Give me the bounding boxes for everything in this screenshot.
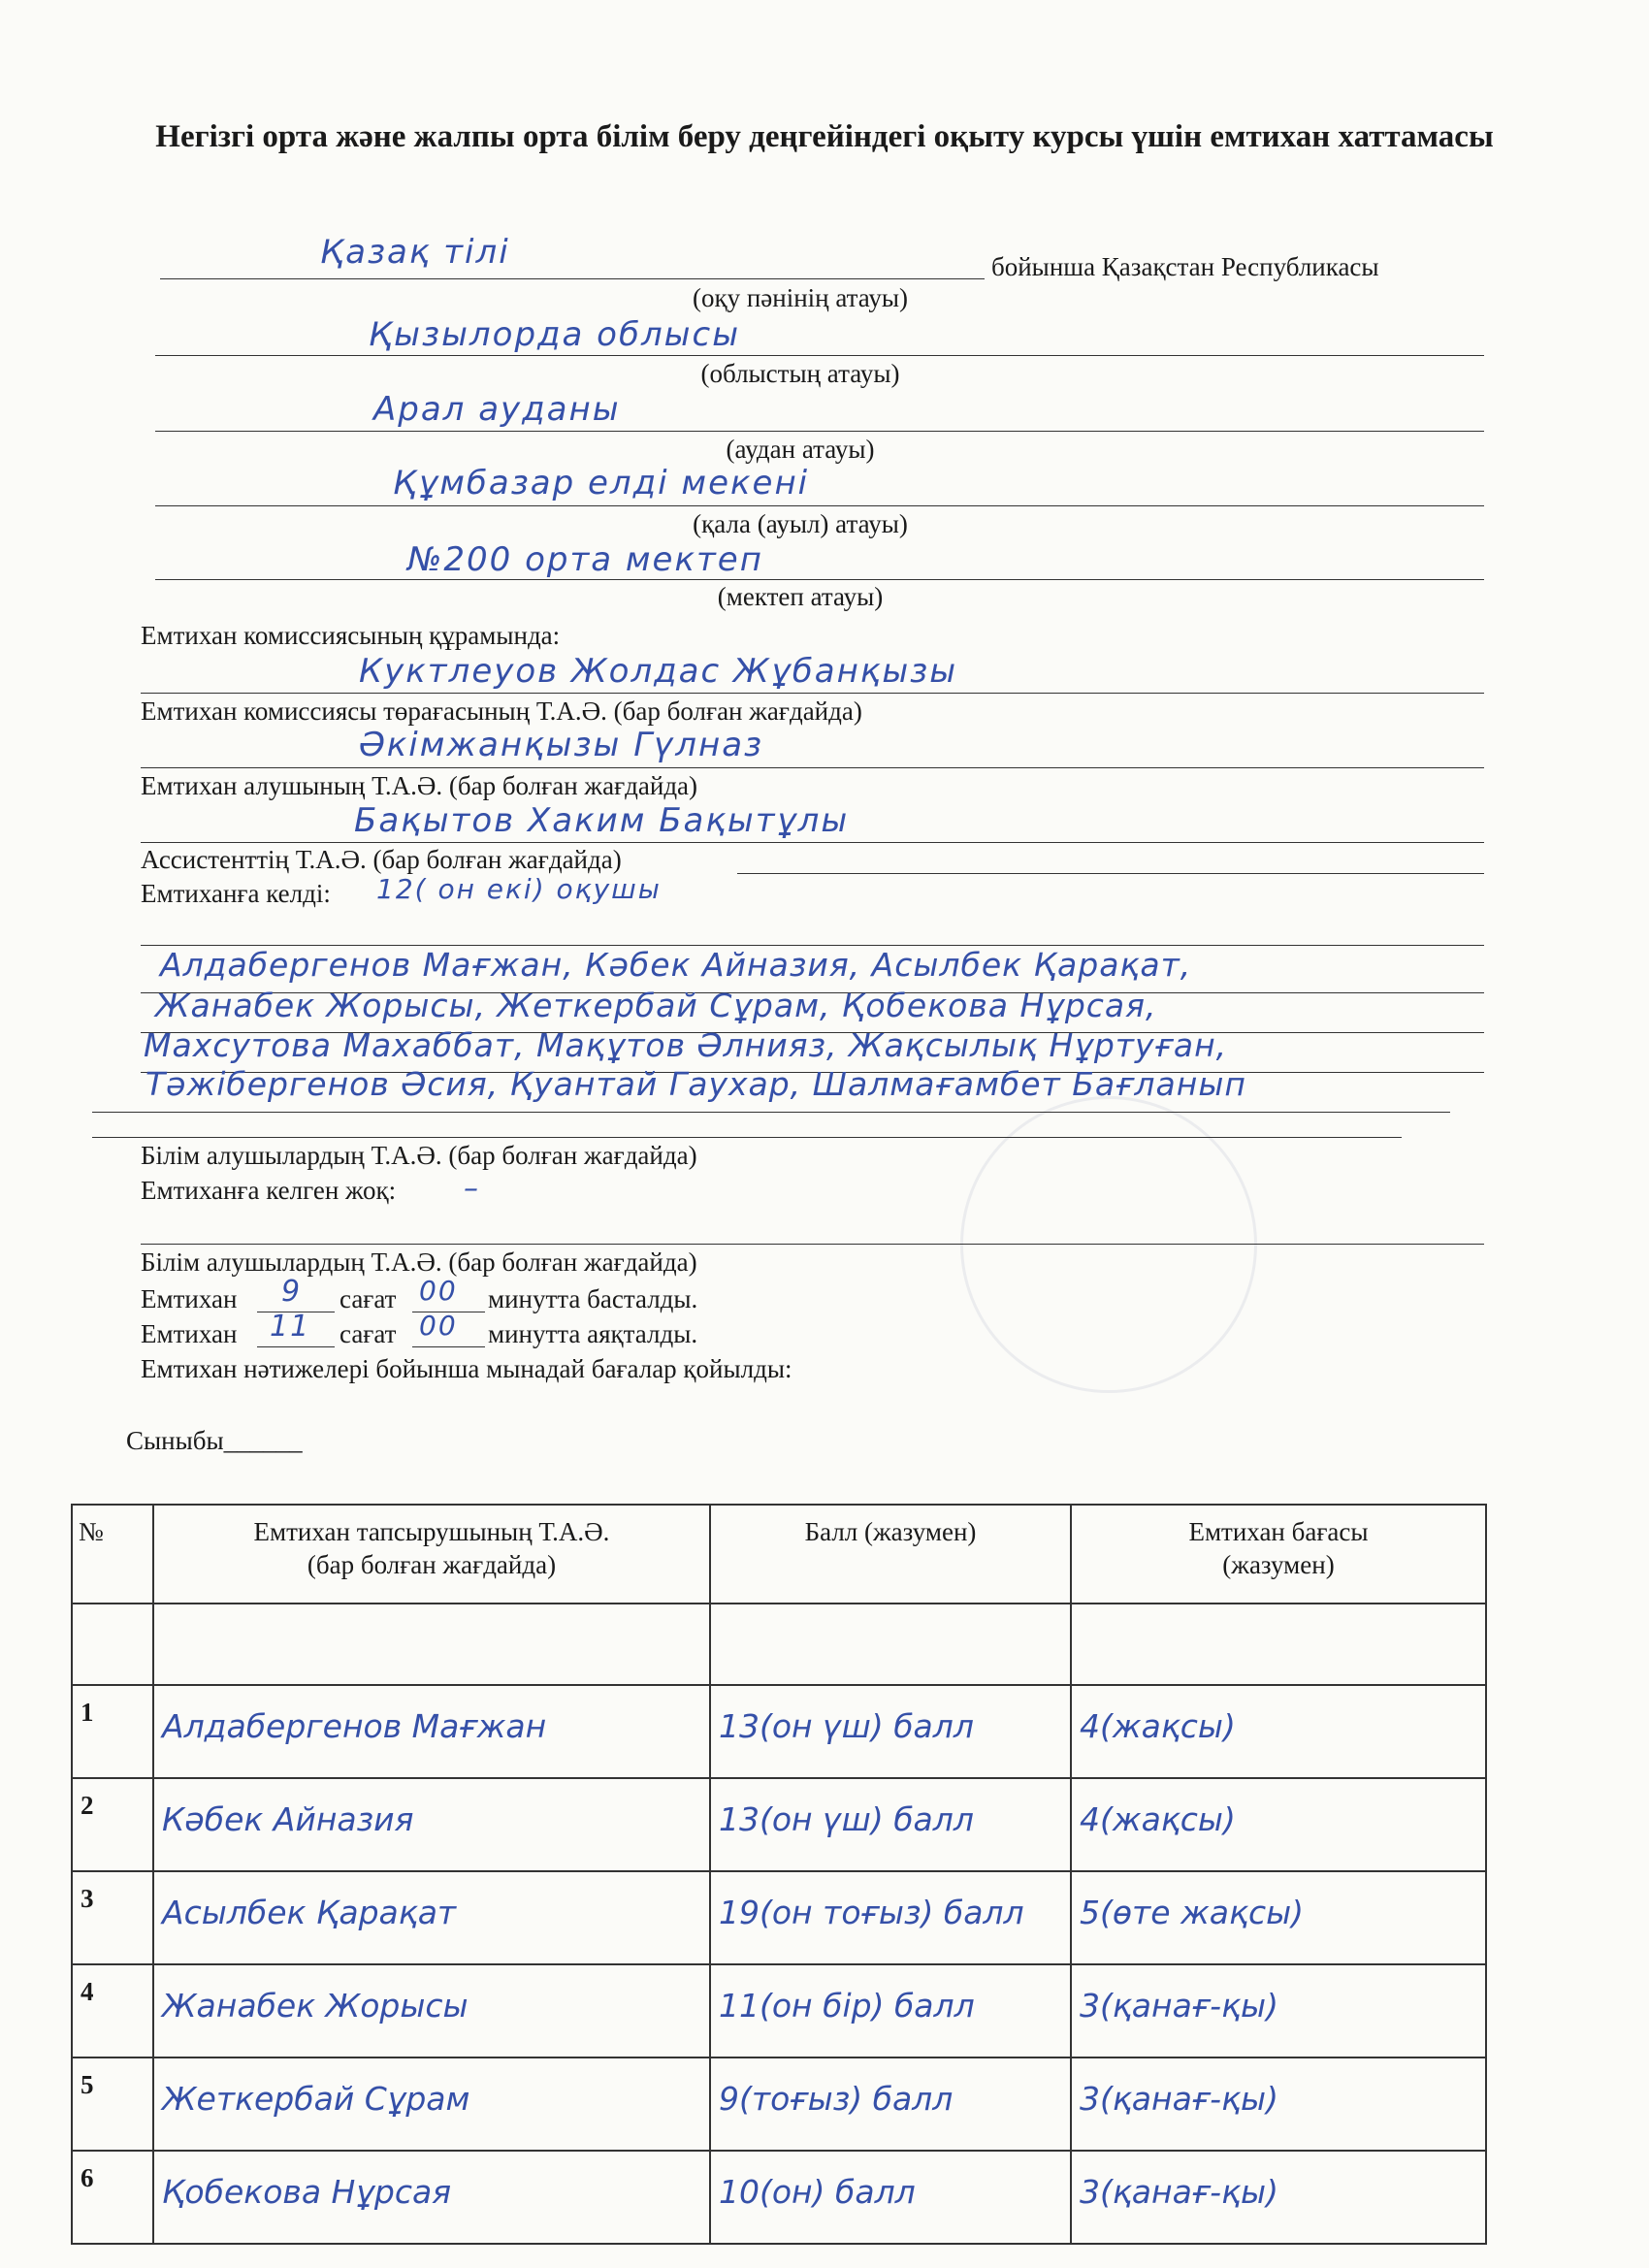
row-score: 9(тоғыз) балл <box>719 2080 954 2118</box>
faded-stamp <box>960 1096 1257 1393</box>
row-num: 3 <box>72 1871 153 1964</box>
row-num: 5 <box>72 2057 153 2151</box>
row-score: 10(он) балл <box>719 2173 916 2211</box>
students-rule-5 <box>92 1135 1402 1138</box>
start-hour: 9 <box>281 1275 303 1309</box>
absent-value: – <box>464 1172 480 1206</box>
row-num: 1 <box>72 1685 153 1778</box>
end-minute-line <box>412 1345 485 1347</box>
commission-value: Куктлеуов Жолдас Жұбанқызы <box>359 652 958 691</box>
row-grade-cell <box>1071 1685 1486 1778</box>
row-name-cell <box>153 1964 710 2057</box>
start-tail: минутта басталды. <box>488 1284 698 1313</box>
attended-label: Емтиханға келді: <box>141 879 331 908</box>
school-value: №200 орта мектеп <box>407 540 763 579</box>
subject-line <box>160 276 985 279</box>
empty-cell <box>72 1604 153 1685</box>
settlement-caption: (қала (ауыл) атауы) <box>693 509 908 538</box>
row-name-cell <box>153 1778 710 1871</box>
table-row-empty <box>72 1604 1486 1685</box>
subject-suffix: бойынша Қазақстан Республикасы <box>991 252 1379 281</box>
district-caption: (аудан атауы) <box>726 435 875 464</box>
attended-value: 12( он екі) оқушы <box>376 873 662 905</box>
end-word-exam: Емтихан <box>141 1319 238 1348</box>
students-fio-label-2: Білім алушылардың Т.А.Ә. (бар болған жағдайда) <box>141 1247 697 1277</box>
row-grade: 3(қанағ-қы) <box>1080 1987 1278 2025</box>
region-line <box>155 353 1484 356</box>
subject-caption: (оқу пәнінің атауы) <box>692 283 909 312</box>
row-grade-cell <box>1071 1871 1486 1964</box>
start-word-hour: сағат <box>340 1284 397 1313</box>
start-word-exam: Емтихан <box>141 1284 238 1313</box>
class-label: Сыныбы______ <box>126 1426 303 1455</box>
students-rule-4 <box>92 1110 1450 1113</box>
results-table <box>71 1504 1487 2245</box>
row-score-cell <box>710 1778 1071 1871</box>
row-score: 13(он үш) балл <box>719 1800 974 1838</box>
row-num: 6 <box>72 2151 153 2244</box>
row-name: Асылбек Қарақат <box>162 1894 457 1931</box>
row-score: 13(он үш) балл <box>719 1707 974 1745</box>
table-row <box>72 2151 1486 2244</box>
subject-value: Қазақ тілі <box>320 233 510 272</box>
row-grade: 4(жақсы) <box>1080 1707 1236 1745</box>
row-grade-cell <box>1071 1964 1486 2057</box>
absent-line <box>141 1242 1484 1245</box>
row-name-cell <box>153 2057 710 2151</box>
table-header-row <box>72 1505 1486 1604</box>
settlement-line <box>155 503 1484 506</box>
row-grade-cell <box>1071 1778 1486 1871</box>
students-line-4: Тәжібергенов Әсия, Қуантай Гаухар, Шалмағамбет Бағланып <box>146 1065 1246 1103</box>
document-title: Негізгі орта және жалпы орта білім беру деңгейіндегі оқыту курсы үшін емтихан хаттамасы <box>155 119 1494 154</box>
header-name <box>153 1505 710 1604</box>
row-grade: 3(қанағ-қы) <box>1080 2080 1278 2118</box>
row-score-cell <box>710 1964 1071 2057</box>
header-grade-line1: Емтихан бағасы <box>1188 1517 1369 1546</box>
empty-cell <box>1071 1604 1486 1685</box>
students-line-2: Жанабек Жорысы, Жеткербай Сұрам, Қобекова Нұрсая, <box>155 987 1157 1024</box>
end-hour: 11 <box>270 1310 311 1344</box>
students-line-1: Алдабергенов Мағжан, Кәбек Айназия, Асылбек Қарақат, <box>160 946 1192 984</box>
settlement-value: Құмбазар елді мекені <box>393 464 810 502</box>
chair-line <box>141 765 1484 768</box>
row-score: 19(он тоғыз) балл <box>719 1894 1024 1931</box>
students-line-3: Махсутова Махаббат, Мақұтов Әлнияз, Жақсылық Нұртуған, <box>144 1026 1228 1064</box>
chair-value: Әкімжанқызы Гүлназ <box>359 726 764 764</box>
row-name-cell <box>153 1871 710 1964</box>
assistant-label: Ассистенттің Т.А.Ә. (бар болған жағдайда) <box>141 845 622 874</box>
row-grade: 5(өте жақсы) <box>1080 1894 1305 1931</box>
row-grade: 4(жақсы) <box>1080 1800 1236 1838</box>
row-grade: 3(қанағ-қы) <box>1080 2173 1278 2211</box>
row-score-cell <box>710 1871 1071 1964</box>
examiner-label: Емтихан алушының Т.А.Ә. (бар болған жағдайда) <box>141 771 698 800</box>
district-line <box>155 429 1484 432</box>
examiner-value: Бақытов Хаким Бақытұлы <box>354 801 850 840</box>
table-row <box>72 1964 1486 2057</box>
row-score-cell <box>710 1685 1071 1778</box>
end-hour-line <box>257 1345 335 1347</box>
header-num: № <box>72 1505 153 1604</box>
end-word-hour: сағат <box>340 1319 397 1348</box>
absent-label: Емтиханға келген жоқ: <box>141 1176 397 1205</box>
row-score-cell <box>710 2151 1071 2244</box>
row-score-cell <box>710 2057 1071 2151</box>
empty-cell <box>153 1604 710 1685</box>
assistant-line <box>737 871 1484 874</box>
end-tail: минутта аяқталды. <box>488 1319 698 1348</box>
school-caption: (мектеп атауы) <box>717 582 884 611</box>
empty-cell <box>710 1604 1071 1685</box>
row-name: Алдабергенов Мағжан <box>162 1707 547 1745</box>
header-score: Балл (жазумен) <box>710 1505 1071 1604</box>
row-num: 4 <box>72 1964 153 2057</box>
region-value: Қызылорда облысы <box>369 315 741 354</box>
table-row <box>72 1871 1486 1964</box>
header-grade <box>1071 1505 1486 1604</box>
table-row <box>72 1685 1486 1778</box>
students-fio-label-1: Білім алушылардың Т.А.Ә. (бар болған жағдайда) <box>141 1141 697 1170</box>
results-label: Емтихан нәтижелері бойынша мынадай бағалар қойылды: <box>141 1354 792 1383</box>
row-name: Жеткербай Сұрам <box>162 2080 470 2118</box>
row-name: Кәбек Айназия <box>162 1800 414 1838</box>
commission-line <box>141 691 1484 694</box>
region-caption: (облыстың атауы) <box>700 359 900 388</box>
row-name: Қобекова Нұрсая <box>162 2173 452 2211</box>
header-name-line2: (бар болған жағдайда) <box>307 1550 557 1579</box>
table-row <box>72 2057 1486 2151</box>
start-minute: 00 <box>419 1275 458 1307</box>
row-grade-cell <box>1071 2151 1486 2244</box>
commission-label: Емтихан комиссиясының құрамында: <box>141 621 561 650</box>
header-grade-line2: (жазумен) <box>1222 1550 1335 1579</box>
chair-label: Емтихан комиссиясы төрағасының Т.А.Ә. (бар болған жағдайда) <box>141 697 862 726</box>
school-line <box>155 577 1484 580</box>
row-name-cell <box>153 2151 710 2244</box>
row-grade-cell <box>1071 2057 1486 2151</box>
header-name-line1: Емтихан тапсырушының Т.А.Ә. <box>253 1517 610 1546</box>
district-value: Арал ауданы <box>373 390 621 429</box>
row-name-cell <box>153 1685 710 1778</box>
end-minute: 00 <box>419 1310 458 1342</box>
examiner-line <box>141 840 1484 843</box>
row-num: 2 <box>72 1778 153 1871</box>
row-name: Жанабек Жорысы <box>162 1987 469 2025</box>
row-score: 11(он бір) балл <box>719 1987 975 2025</box>
table-row <box>72 1778 1486 1871</box>
